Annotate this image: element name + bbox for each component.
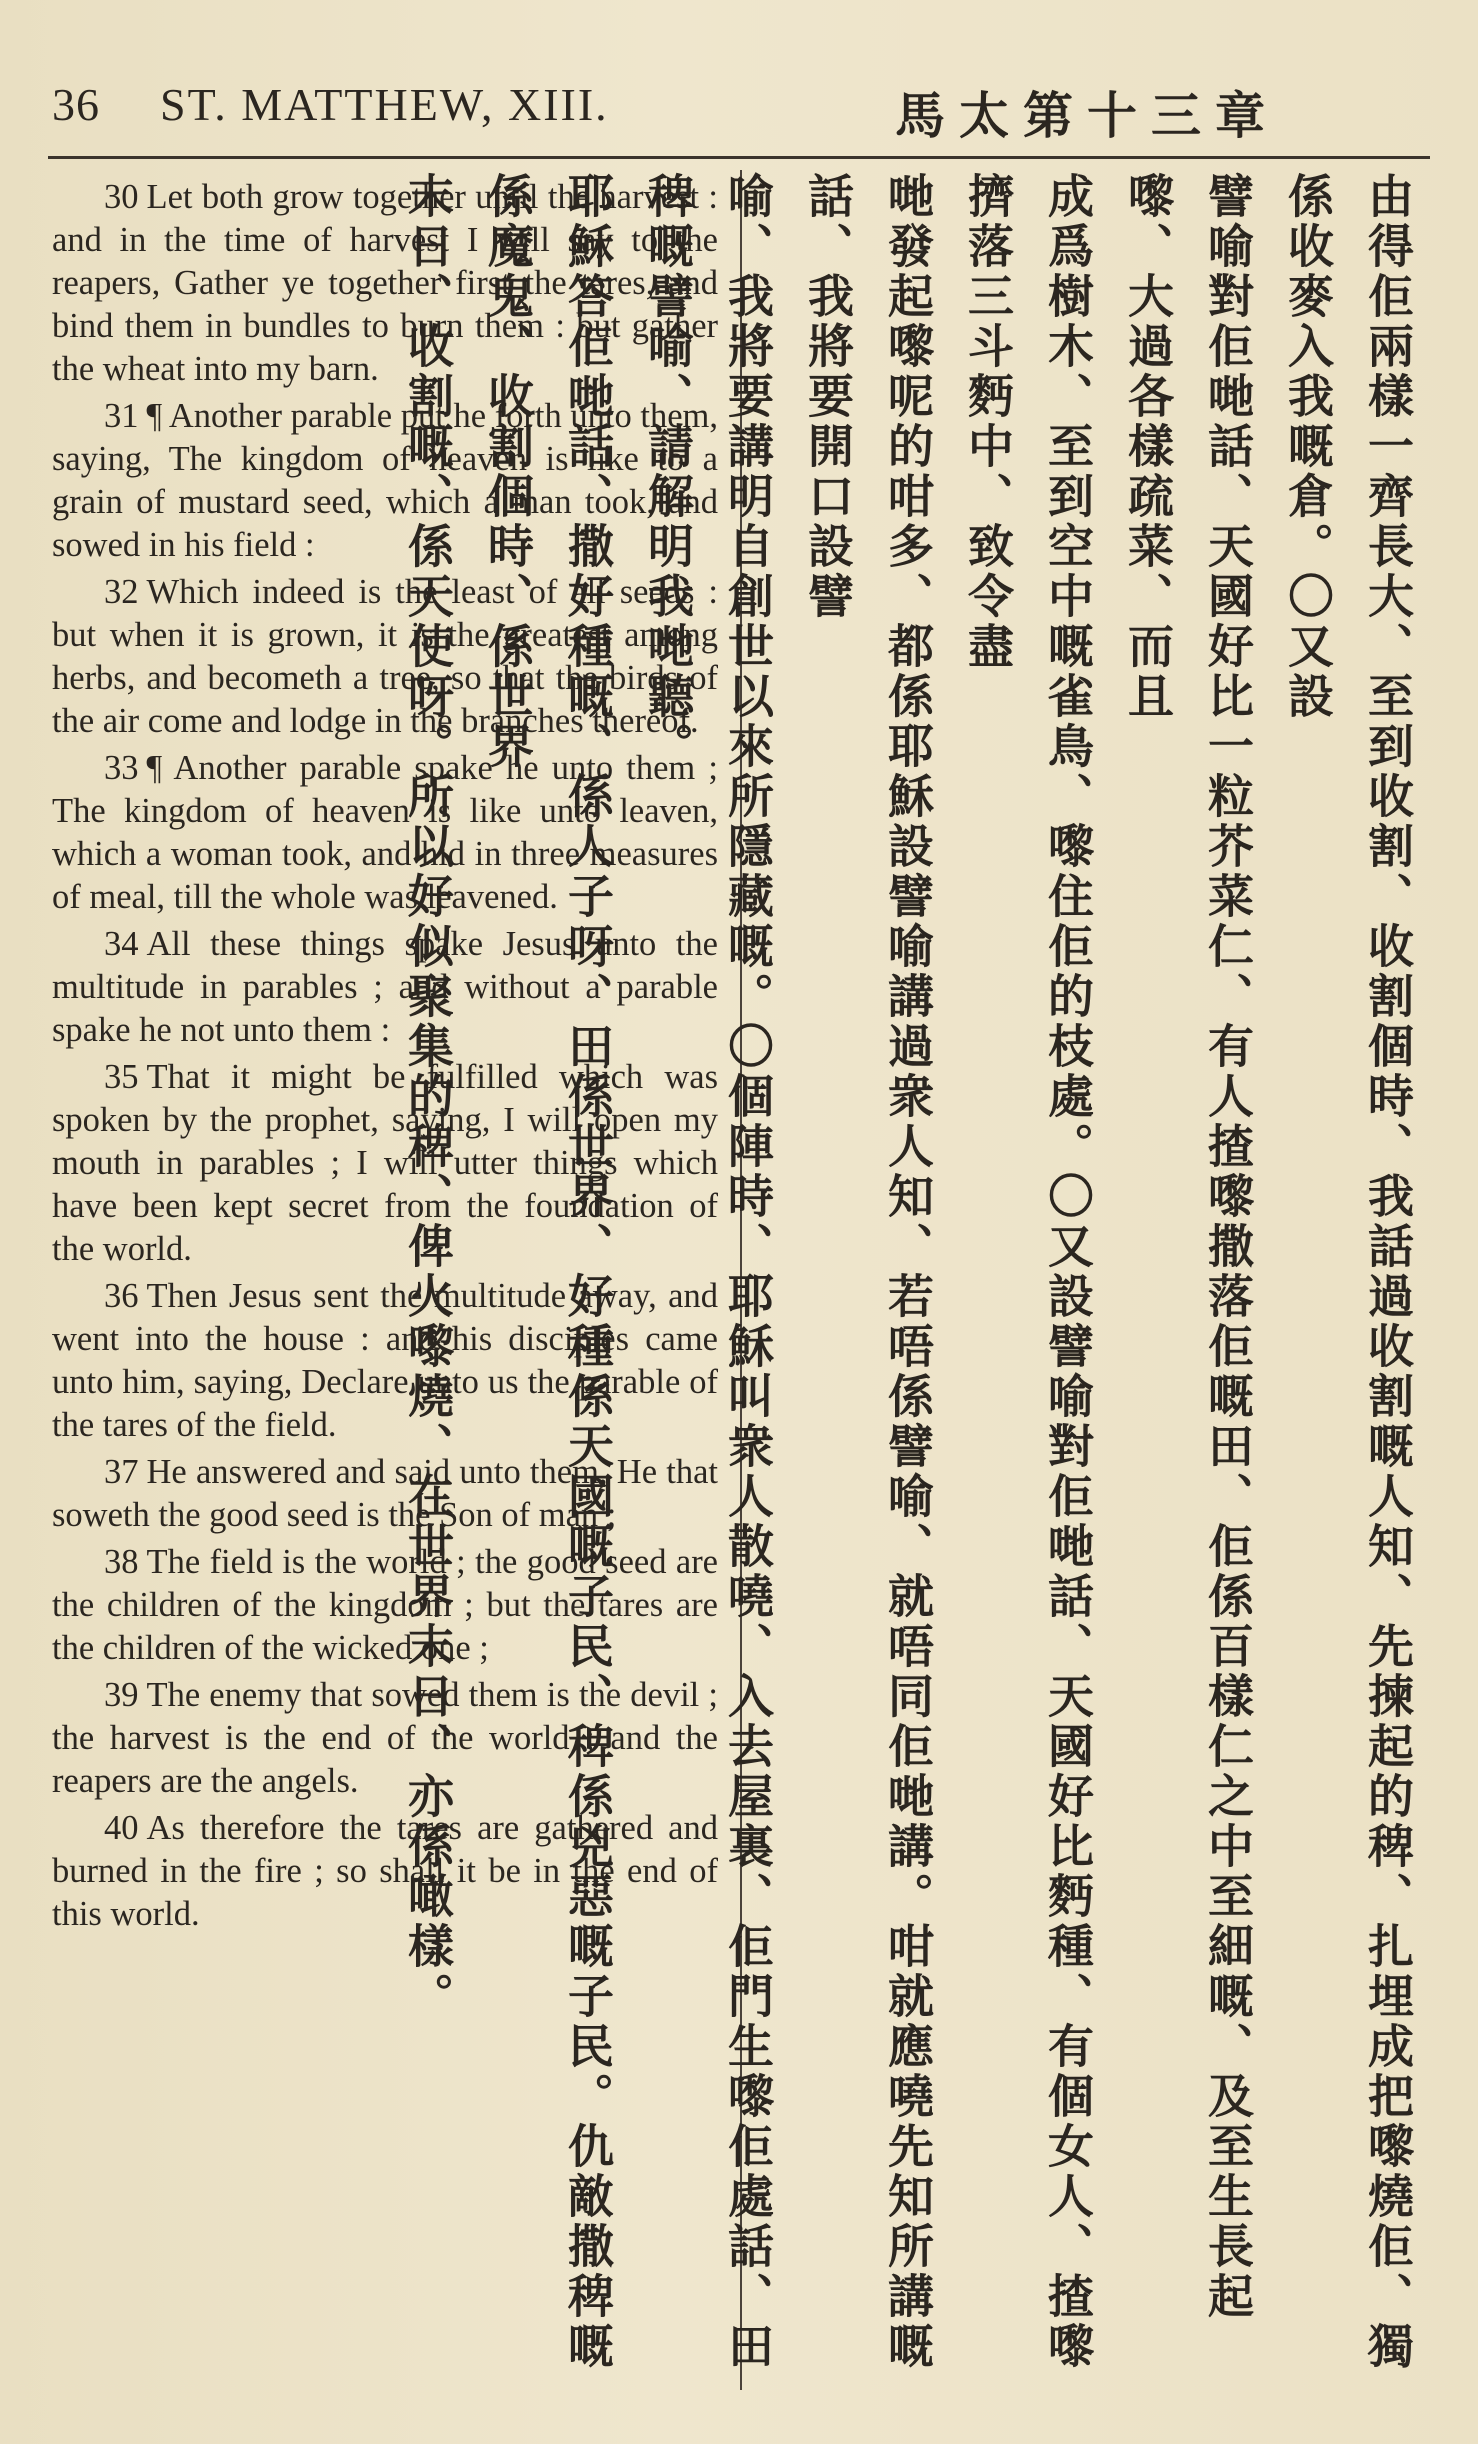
chinese-line-7: 末日、收割嘅、係天使呀。所以好似聚集的稗、俾火嚟燒、在世界末日、亦係噉樣。 <box>401 172 455 2022</box>
verse-text: Which indeed is the least of all seeds : but when it is grown, it is the greatest among herbs, and becometh a tree, so that the birds of the air come and lodge in the branches thereof. <box>52 573 718 740</box>
verse-text: That it might be fulfilled which was spoken by the prophet, saying, I will open my mouth in parables ; I will utter things which have been kept secret from the foundation of the world. <box>52 1058 718 1268</box>
verse-number: 37 <box>104 1453 139 1491</box>
verse-number: 35 <box>104 1058 139 1096</box>
chinese-line-5: 喻、我將要講明自創世以來所隱藏嘅。〇個陣時、耶穌叫衆人散嘵、入去屋裏、佢門生嚟佢處話、田稗嘅譬喻、請解明我哋聽。 <box>641 172 775 2372</box>
chinese-line-4: 哋發起嚟呢的咁多、都係耶穌設譬喻講過衆人知、若唔係譬喻、就唔同佢哋講。咁就應嘵先知所講嘅話、我將要開口設譬 <box>801 172 935 2372</box>
verse-text: Then Jesus sent the multitude away, and went into the house : and his disciples came unto him, saying, Declare unto us the parable of the tares of the field. <box>52 1277 718 1444</box>
running-head-english: ST. MATTHEW, XIII. <box>160 79 609 130</box>
page-number: 36 <box>52 79 100 130</box>
verse-number: 36 <box>104 1277 139 1315</box>
chinese-text-column <box>401 172 1428 2392</box>
header-rule <box>48 156 1430 159</box>
verse-number: 31 <box>104 397 139 435</box>
running-head-chinese: 馬太第十三章 <box>895 86 1279 145</box>
verse-text: As therefore the tares are gathered and burned in the fire ; so shall it be in the end of this world. <box>52 1809 718 1933</box>
verse-number: 40 <box>104 1809 139 1847</box>
chinese-line-3: 成爲樹木、至到空中嘅雀鳥、嚟住佢的枝處。〇又設譬喻對佢哋話、天國好比麪種、有個女人、揸嚟擠落三斗麪中、致令盡 <box>961 172 1095 2372</box>
verse-number: 39 <box>104 1676 139 1714</box>
verse-text: The field is the world ; the good seed are the children of the kingdom ; but the tares are the children of the wicked one ; <box>52 1543 718 1667</box>
chinese-line-6: 耶穌答佢哋話、撒好種嘅、係人子呀、田係世界、好種係天國嘅子民、稗係兇惡嘅子民。仇敵撒稗嘅係魔鬼、收割個時、係世界 <box>481 172 615 2372</box>
verse-number: 32 <box>104 573 139 611</box>
verse-number: 34 <box>104 925 139 963</box>
verse-text: Let both grow together until the harvest : and in the time of harvest I will say to the reapers, Gather ye together first the tares, and bind them in bundles to burn them : but gather the wheat into my barn. <box>52 178 718 388</box>
chinese-line-2: 譬喻對佢哋話、天國好比一粒芥菜仁、有人揸嚟撒落佢嘅田、佢係百樣仁之中至細嘅、及至生長起嚟、大過各樣疏菜、而且 <box>1121 172 1255 2322</box>
verse-number: 38 <box>104 1543 139 1581</box>
verse-text: The enemy that sowed them is the devil ; the harvest is the end of the world ; and the reapers are the angels. <box>52 1676 718 1800</box>
verse-number: 30 <box>104 178 139 216</box>
chinese-line-1: 由得佢兩樣一齊長大、至到收割、收割個時、我話過收割嘅人知、先揀起的稗、扎埋成把嚟燒佢、獨係收麥入我嘅倉。〇又設 <box>1281 172 1415 2372</box>
verse-text: ¶ Another parable put he forth unto them, saying, The kingdom of heaven is like to a grain of mustard seed, which a man took, and sowed in his field : <box>52 397 718 564</box>
verse-text: He answered and said unto them, He that soweth the good seed is the Son of man ; <box>52 1453 718 1534</box>
verse-number: 33 <box>104 749 139 787</box>
verse-text: ¶ Another parable spake he unto them ; The kingdom of heaven is like unto leaven, which a woman took, and hid in three measures of meal, till the whole was leavened. <box>52 749 718 916</box>
verse-text: All these things spake Jesus unto the multitude in parables ; and without a parable spake he not unto them : <box>52 925 718 1049</box>
